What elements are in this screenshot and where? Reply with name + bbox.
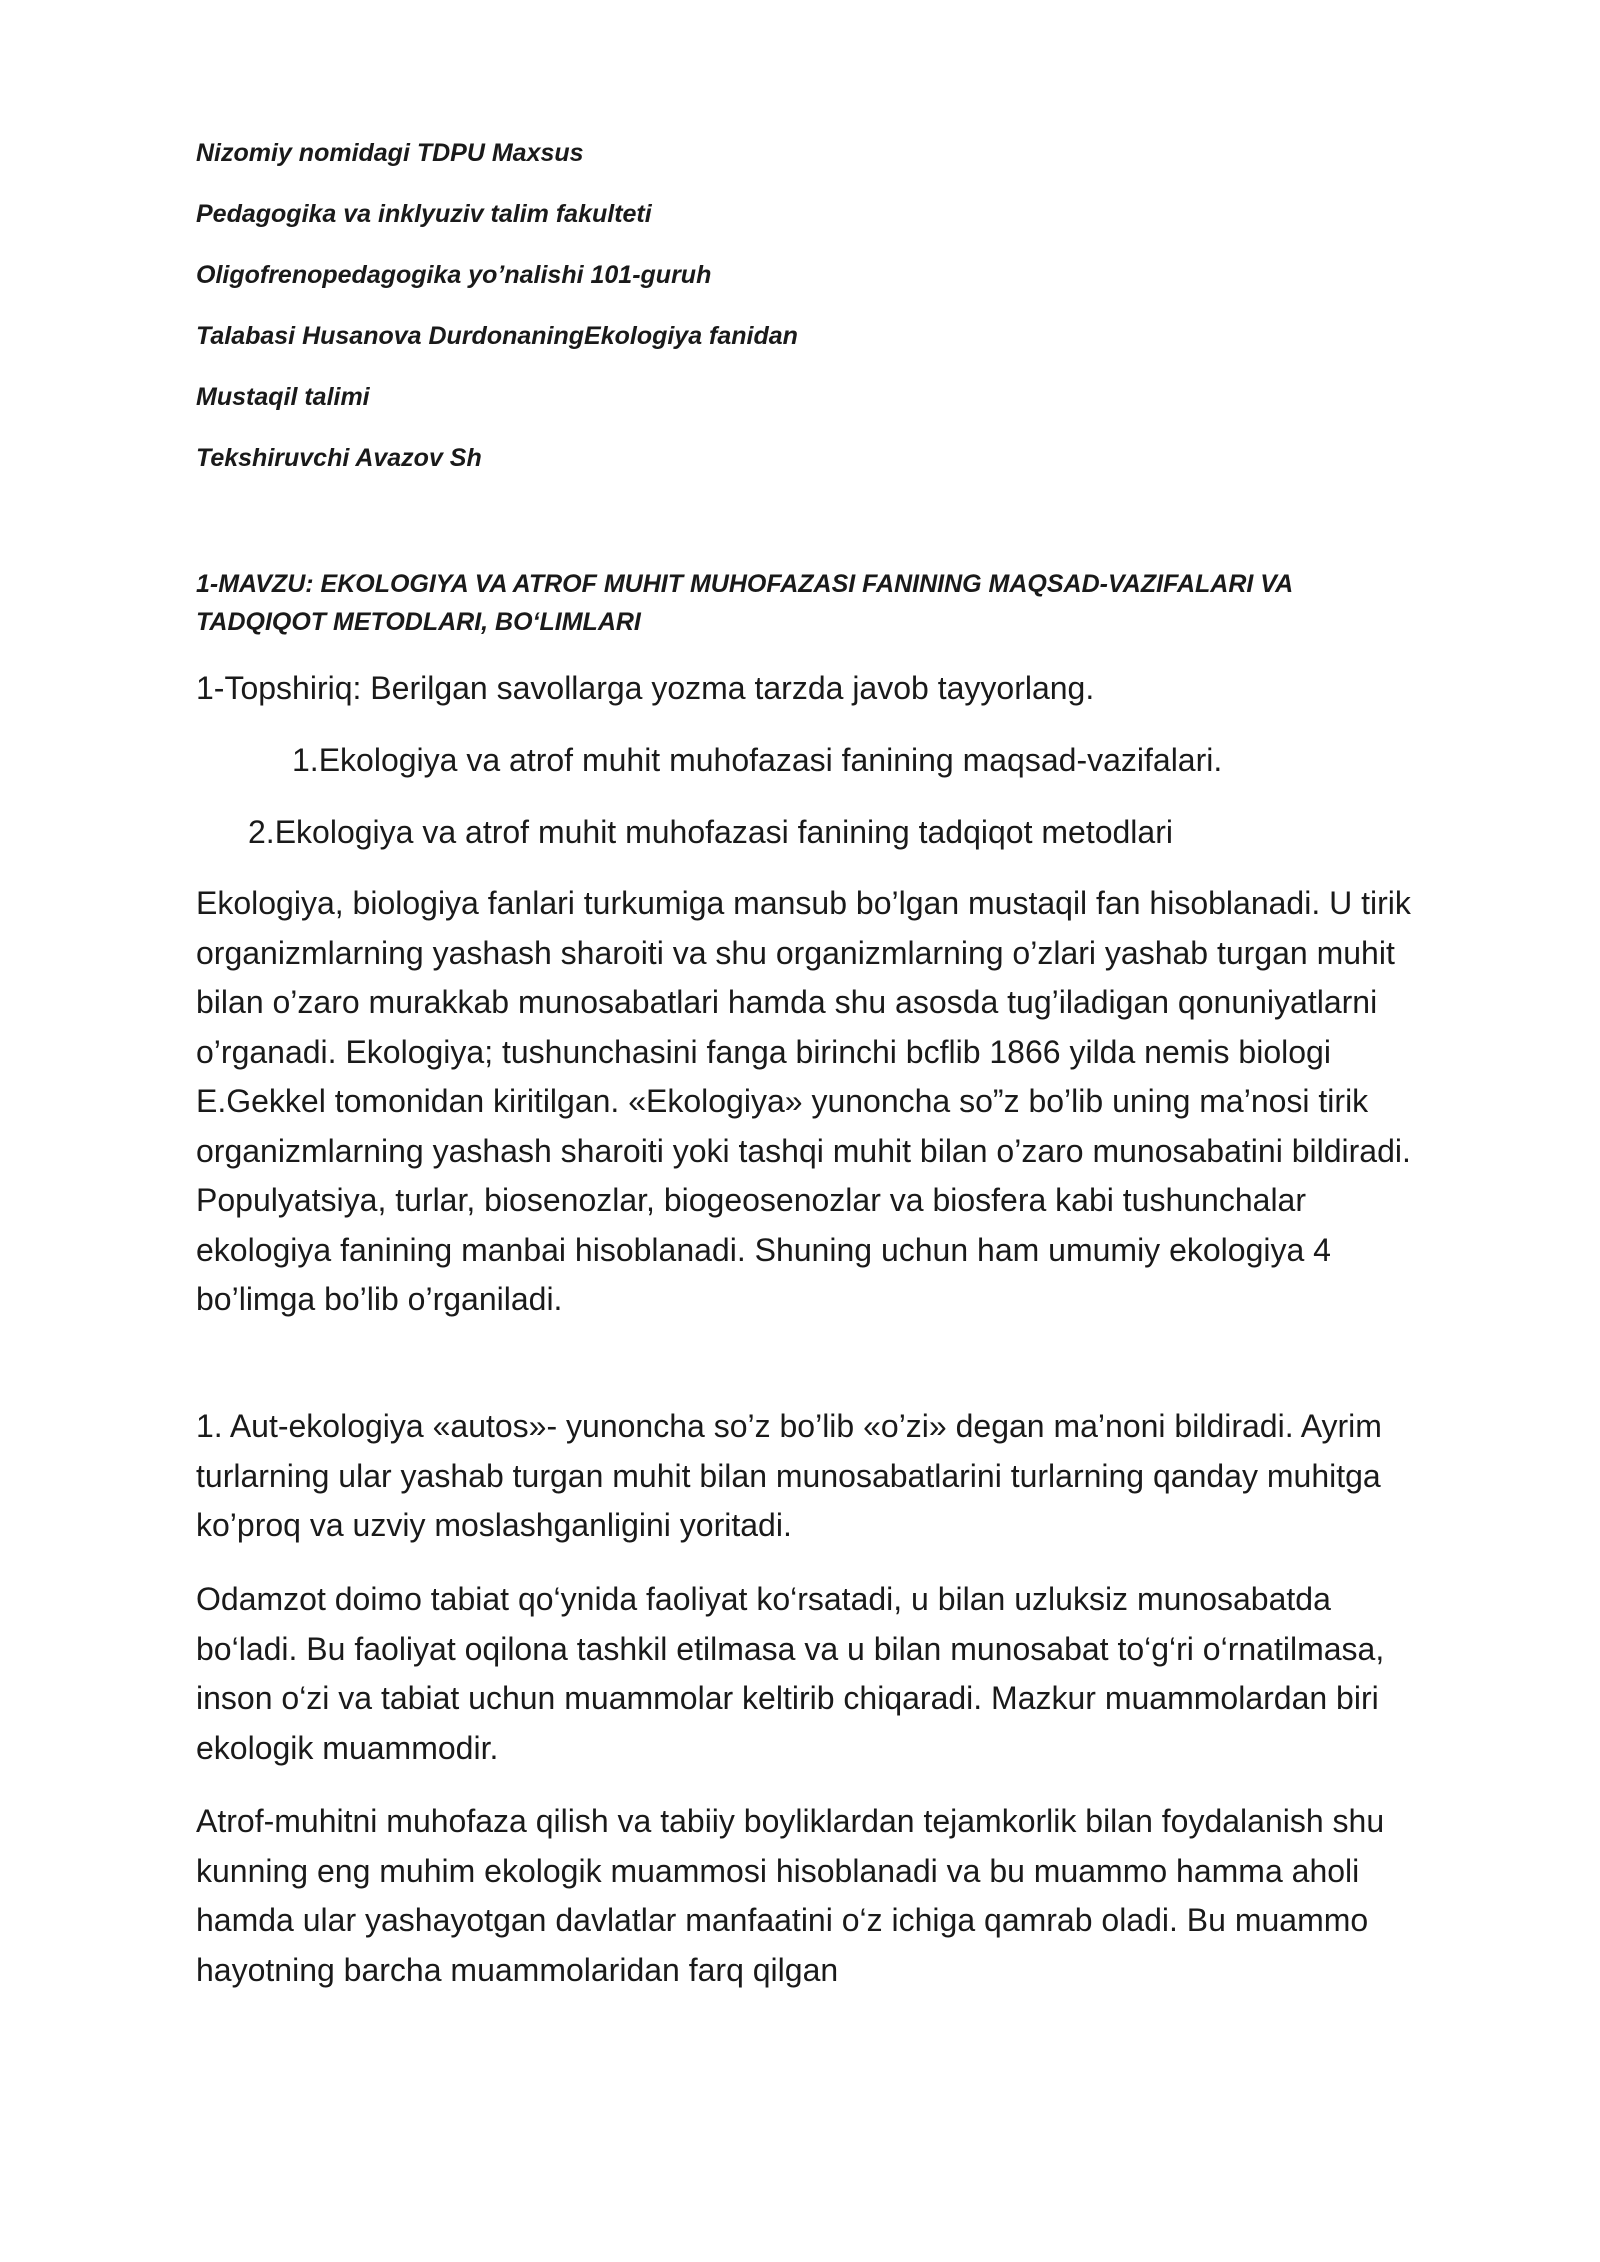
header-line-reviewer: Tekshiruvchi Avazov Sh bbox=[196, 444, 482, 472]
topic-heading: 1-MAVZU: EKOLOGIYA VA ATROF MUHIT MUHOFAZASI FANINING MAQSAD-VAZIFALARI VA TADQIQOT METODLARI, BO‘LIMLARI bbox=[196, 570, 1293, 636]
body-paragraph: Atrof-muhitni muhofaza qilish va tabiiy boyliklardan tejamkorlik bilan foydalanish shu kunning eng muhim ekologik muammosi hisoblanadi va bu muammo hamma aholi hamda ular yashayotgan davlatlar manfaatini o‘z ichiga qamrab oladi. Bu muammo hayotning barcha muammolaridan farq qilgan bbox=[196, 1803, 1385, 1988]
title-block bbox=[196, 138, 1396, 504]
header-line-department: Oligofrenopedagogika yo’nalishi 101-guruh bbox=[196, 261, 712, 289]
header-line-faculty: Pedagogika va inklyuziv talim fakulteti bbox=[196, 200, 652, 228]
question-item: 2.Ekologiya va atrof muhit muhofazasi fanining tadqiqot metodlari bbox=[248, 814, 1173, 850]
header-line-university: Nizomiy nomidagi TDPU Maxsus bbox=[196, 139, 584, 167]
body-paragraph: Odamzot doimo tabiat qo‘ynida faoliyat ko‘rsatadi, u bilan uzluksiz munosabatda bo‘ladi. Bu faoliyat oqilona tashkil etilmasa va u bilan munosabat to‘g‘ri o‘rnatilmasa, inson o‘zi va tabiat uchun muammolar keltirib chiqaradi. Mazkur muammolardan biri ekologik muammodir. bbox=[196, 1581, 1385, 1766]
body-paragraph: Ekologiya, biologiya fanlari turkumiga mansub bo’lgan mustaqil fan hisoblanadi. U tirik organizmlarning yashash sharoiti va shu organizmlarning o’zlari yashab turgan muhit bilan o’zaro murakkab munosabatlari hamda shu asosda tug’iladigan qonuniyatlarni o’rganadi. Ekologiya; tushunchasini fanga birinchi bcflib 1866 yilda nemis biologi E.Gekkel tomonidan kiritilgan. «Ekologiya» yunoncha so”z bo’lib uning ma’nosi tirik organizmlarning yashash sharoiti yoki tashqi muhit bilan o’zaro munosabatini bildiradi. Populyatsiya, turlar, biosenozlar, biogeosenozlar va biosfera kabi tushunchalar ekologiya fanining manbai hisoblanadi. Shuning uchun ham umumiy ekologiya 4 bo’limga bo’lib o’rganiladi. bbox=[196, 885, 1411, 1317]
header-line-work-type: Mustaqil talimi bbox=[196, 383, 370, 411]
question-item: 1.Ekologiya va atrof muhit muhofazasi fanining maqsad-vazifalari. bbox=[292, 742, 1223, 778]
body-paragraph: 1. Aut-ekologiya «autos»- yunoncha so’z bo’lib «o’zi» degan ma’noni bildiradi. Ayrim turlarning ular yashab turgan muhit bilan munosabatlarini turlarning qanday muhitga ko’proq va uzviy moslashganligini yoritadi. bbox=[196, 1408, 1382, 1543]
header-line-student: Talabasi Husanova DurdonaningEkologiya fanidan bbox=[196, 322, 798, 350]
task-statement: 1-Topshiriq: Berilgan savollarga yozma tarzda javob tayyorlang. bbox=[196, 670, 1095, 706]
